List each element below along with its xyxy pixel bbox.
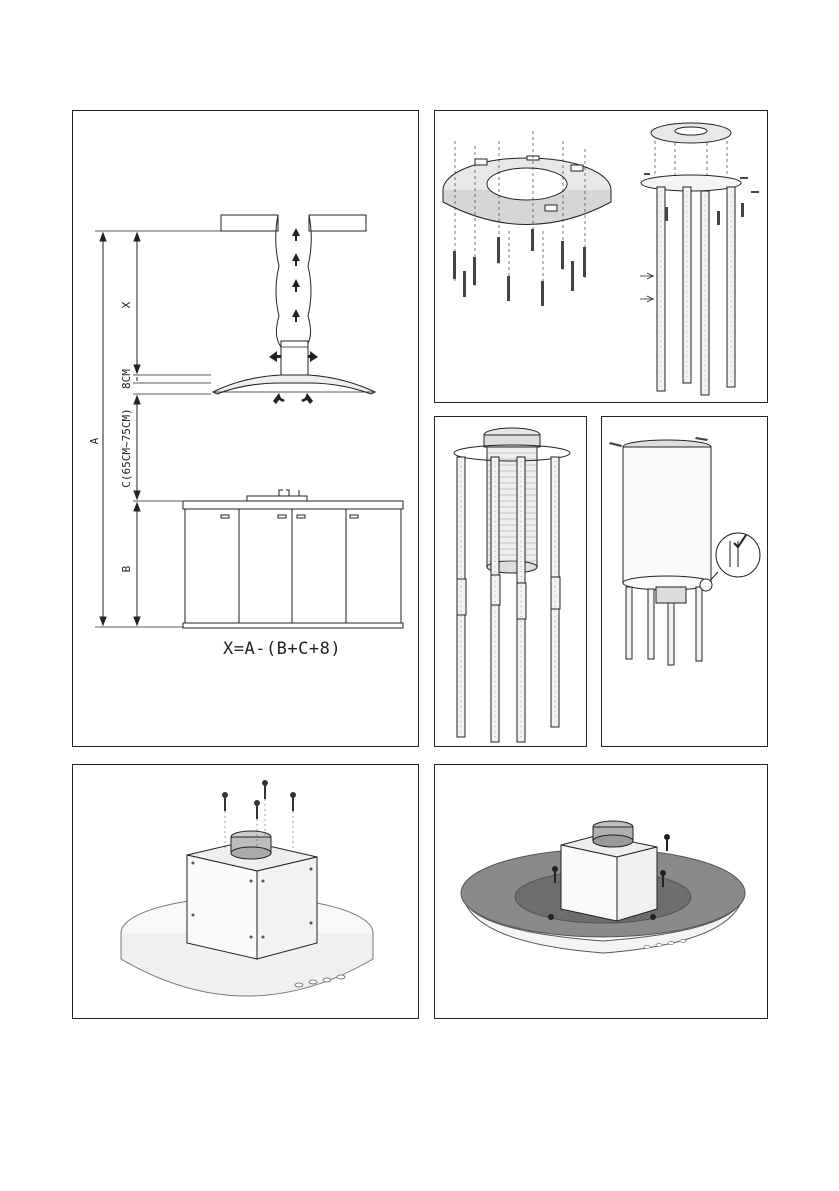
dimension-c-label: C(65CM~75CM): [120, 408, 133, 488]
dimension-a-label: A: [88, 437, 101, 445]
dimension-b-label: B: [120, 565, 133, 573]
panel-box-filter-ring: [434, 764, 768, 1019]
panel-chimney-cover: [601, 416, 768, 747]
chimney-cover-drawing: [602, 417, 769, 748]
panel-motor-box: [72, 764, 419, 1019]
bracket-frame-drawing: [435, 111, 769, 404]
dimension-x-label: X: [120, 301, 133, 309]
kitchen-cabinets: [183, 490, 403, 628]
duct-frame-drawing: [435, 417, 588, 748]
panel-bracket-frame: [434, 110, 768, 403]
panel-height-diagram: [72, 110, 419, 747]
box-filter-ring-drawing: [435, 765, 769, 1020]
height-formula: X=A-(B+C+8): [223, 639, 342, 659]
motor-box-drawing: [73, 765, 420, 1020]
dimension-8cm-label: 8CM: [120, 369, 133, 389]
panel-duct-frame: [434, 416, 587, 747]
